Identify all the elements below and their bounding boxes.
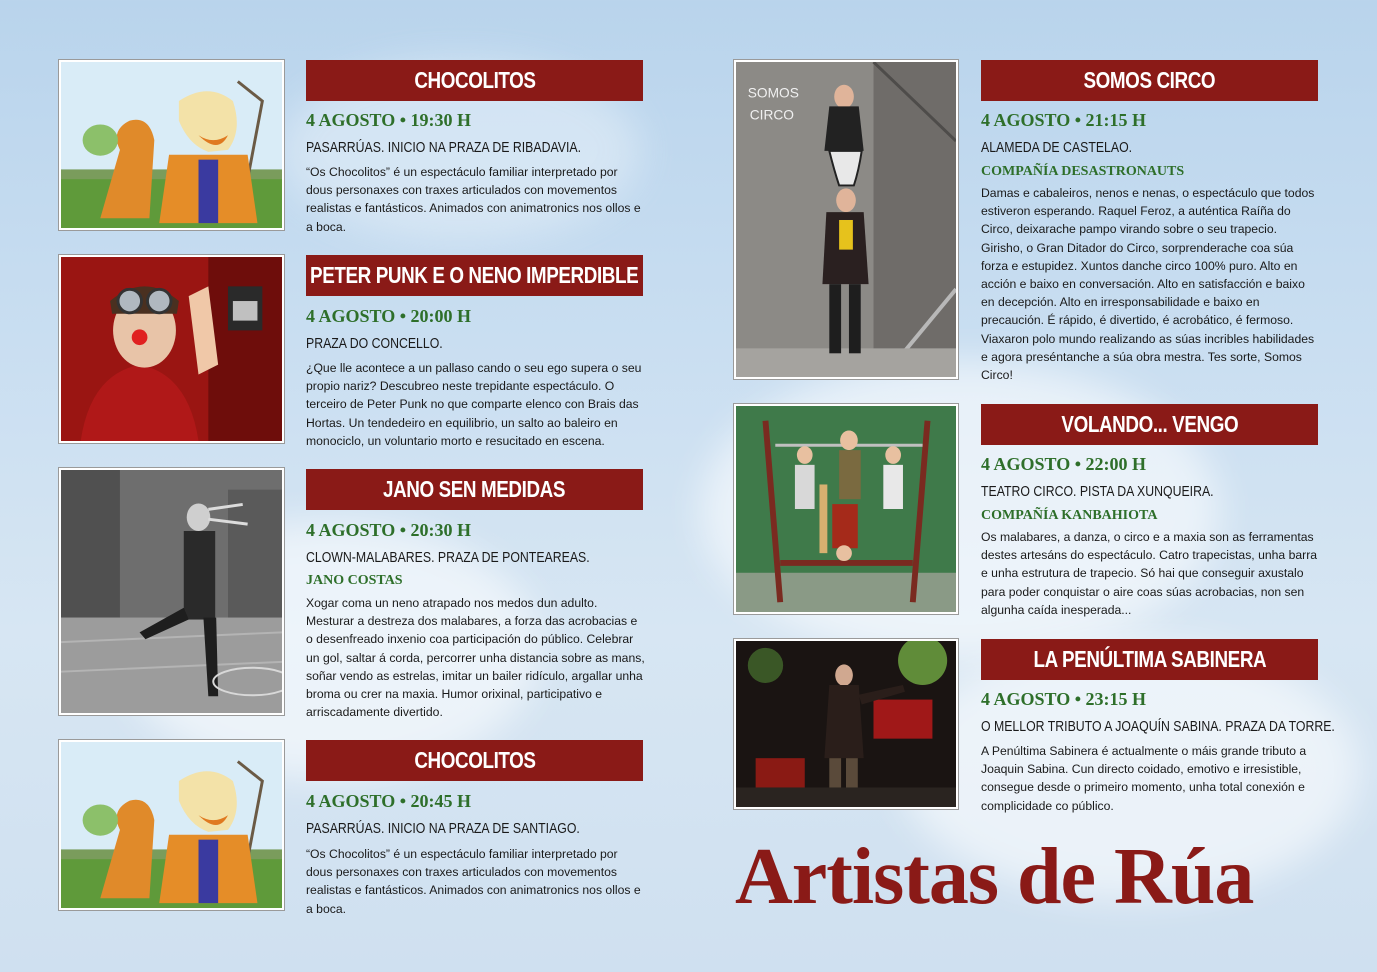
event-company: COMPAÑÍA DESASTRONAUTS bbox=[981, 164, 1185, 179]
event-title: PETER PUNK E O NENO IMPERDIBLE bbox=[310, 262, 639, 288]
event-place: ALAMEDA DE CASTELAO. bbox=[981, 139, 1133, 156]
chocolitos-photo bbox=[59, 740, 284, 910]
event-banner bbox=[306, 469, 643, 510]
event-company: COMPAÑÍA KANBAHIOTA bbox=[981, 508, 1158, 523]
event-banner bbox=[981, 60, 1318, 101]
event-banner bbox=[306, 740, 643, 781]
event-title: JANO SEN MEDIDAS bbox=[383, 476, 566, 502]
event-date: 4 AGOSTO • 20:00 H bbox=[306, 306, 471, 326]
event-date: 4 AGOSTO • 20:30 H bbox=[306, 520, 471, 540]
event-place: CLOWN-MALABARES. PRAZA DE PONTEAREAS. bbox=[306, 549, 590, 566]
volando-vengo-photo bbox=[734, 404, 958, 614]
event-banner bbox=[306, 60, 643, 101]
event-title: VOLANDO... VENGO bbox=[1061, 411, 1238, 437]
event-title: SOMOS CIRCO bbox=[1083, 67, 1216, 93]
event-place: PASARRÚAS. INICIO NA PRAZA DE SANTIAGO. bbox=[306, 820, 580, 837]
chocolitos-photo bbox=[59, 60, 284, 230]
event-description: Damas e cabaleiros, nenos e nenas, o espectáculo que todos estiveron esperando. Raquel Feroz, a auténtica Raíña do Circo, deixarache pampo virando sobre o seu trapecio. Girisho, o Gran Ditador do Circo, sorprenderache coa súa forza e estupidez. Xuntos danche circo 100% puro. Alto en acción e baixo en conversación. Alto en satisfacción e baixo en decepción. Alto en irresponsabilidade e baixo en precaución. É rápido, é divertido, é acrobático, é fermoso. Viaxaron polo mundo realizando as súas incribles habilidades e agora preséntanche a súa obra mestra. Tes sorte, Somos Circo! bbox=[981, 186, 1315, 383]
photo-caption: SOMOS bbox=[747, 85, 799, 101]
event-description: Os malabares, a danza, o circo e a maxia son as ferramentas destes artesáns do espectáculo. Catro trapecistas, unha barra e unha estrutura de trapecio. Só hai que conseguir axustalo para poder conquistar o aire coas súas acrobacias, non sen algunha caída inesperada... bbox=[981, 530, 1318, 617]
event-date: 4 AGOSTO • 21:15 H bbox=[981, 110, 1146, 130]
peter-punk-photo bbox=[59, 255, 284, 443]
event-description: “Os Chocolitos” é un espectáculo familiar interpretado por dous personaxes con traxes articulados con movementos realistas e fantásticos. Animados con animatronics nos ollos e a boca. bbox=[306, 165, 641, 234]
somos-circo-photo bbox=[734, 60, 958, 379]
event-title: LA PENÚLTIMA SABINERA bbox=[1033, 646, 1266, 672]
event-banner bbox=[306, 255, 643, 296]
event-description: Xogar coma un neno atrapado nos medos dun adulto. Mesturar a destreza dos malabares, a forza das acrobacias e o desenfreado inxenio coa participación do público. Celebrar un gol, saltar á corda, percorrer unha distancia sobre as mans, soñar vendo as estrelas, imitar un bailer ridículo, argallar unha broma ou crer na maxia. Humor orixinal, participativo e arriscadamente divertido. bbox=[306, 596, 645, 720]
jano-photo bbox=[59, 468, 284, 715]
event-date: 4 AGOSTO • 20:45 H bbox=[306, 791, 471, 811]
event-description: A Penúltima Sabinera é actualmente o máis grande tributo a Joaquin Sabina. Cun directo coidado, emotivo e irresistible, consegue desde o primeiro momento, unha total conexión e complicidade co público. bbox=[981, 744, 1307, 813]
sabinera-photo bbox=[734, 639, 958, 809]
event-title: CHOCOLITOS bbox=[413, 747, 536, 773]
event-description: ¿Que lle acontece a un pallaso cando o seu ego supera o seu propio nariz? Descubreo neste trepidante espectáculo. O terceiro de Peter Punk no que comparte elenco con Brais das Hortas. Un tendedeiro en equilibrio, un salto ao baleiro en monociclo, un voluntario morto e resucitado en escena. bbox=[306, 361, 642, 448]
event-company: JANO COSTAS bbox=[306, 573, 403, 588]
event-title: CHOCOLITOS bbox=[413, 67, 536, 93]
event-place: PRAZA DO CONCELLO. bbox=[306, 335, 443, 352]
svg-text:CIRCO: CIRCO bbox=[749, 107, 794, 123]
event-banner bbox=[981, 639, 1318, 680]
event-place: TEATRO CIRCO. PISTA DA XUNQUEIRA. bbox=[981, 483, 1214, 500]
event-banner bbox=[981, 404, 1318, 445]
event-place: PASARRÚAS. INICIO NA PRAZA DE RIBADAVIA. bbox=[306, 139, 582, 156]
event-description: “Os Chocolitos” é un espectáculo familiar interpretado por dous personaxes con traxes articulados con movementos realistas e fantásticos. Animados con animatronics nos ollos e a boca. bbox=[306, 847, 641, 916]
page-title: Artistas de Rúa bbox=[735, 833, 1254, 921]
event-date: 4 AGOSTO • 23:15 H bbox=[981, 689, 1146, 709]
event-place: O MELLOR TRIBUTO A JOAQUÍN SABINA. PRAZA DA TORRE. bbox=[981, 718, 1335, 735]
event-date: 4 AGOSTO • 22:00 H bbox=[981, 454, 1146, 474]
event-date: 4 AGOSTO • 19:30 H bbox=[306, 110, 471, 130]
